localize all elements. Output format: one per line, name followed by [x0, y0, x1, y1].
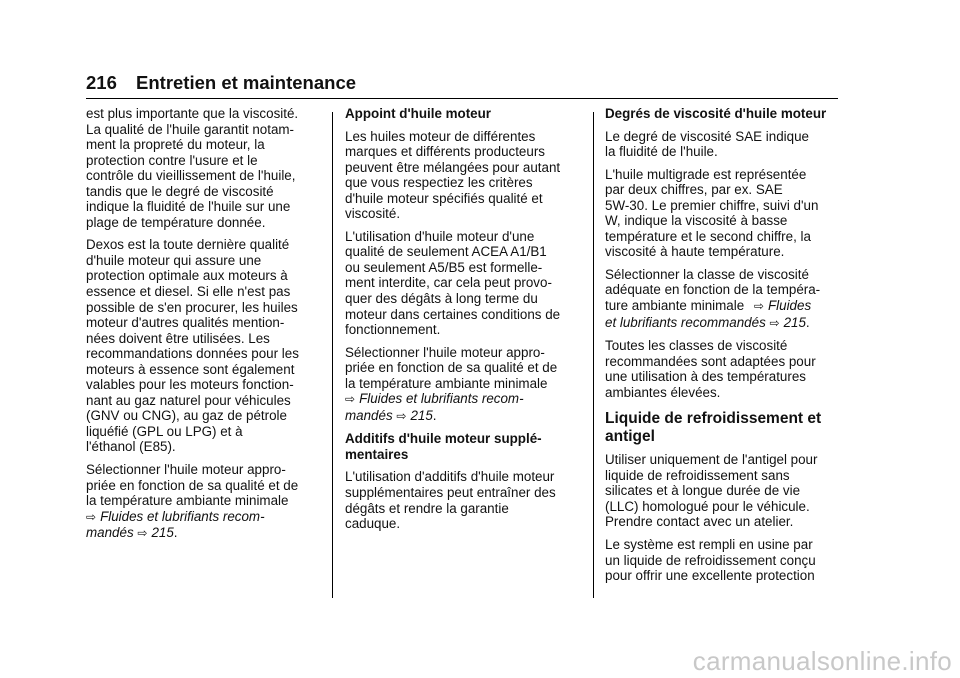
text-line: protection contre l'usure et le: [86, 152, 258, 168]
period: .: [173, 525, 178, 541]
paragraph: [86, 106, 324, 230]
text-line: L'huile multigrade est représentée: [605, 166, 807, 182]
text-line: ou seulement A5/B5 est formelle-: [345, 259, 543, 275]
text-line: température et le second chiffre, la: [605, 228, 811, 244]
text-line: Utiliser uniquement de l'antigel pour: [605, 452, 818, 468]
text-line: silicates et à longue durée de vie: [605, 483, 801, 499]
text-line: moteurs à essence sont également: [86, 361, 295, 377]
text-line: recommandées sont adaptées pour: [605, 353, 816, 369]
cross-reference-arrow-icon: ⇨: [396, 408, 407, 423]
page-title: Entretien et maintenance: [136, 72, 357, 93]
text-line: L'utilisation d'huile moteur d'une: [345, 228, 535, 244]
paragraph: [605, 129, 841, 160]
column-2: [345, 106, 580, 539]
text-line: Liquide de refroidissement et: [605, 410, 822, 428]
cross-reference-arrow-icon: ⇨: [345, 392, 356, 407]
cross-reference-arrow-icon: ⇨: [753, 299, 764, 314]
text-line: Toutes les classes de viscosité: [605, 338, 788, 354]
period: .: [805, 314, 810, 330]
text-line: antigel: [605, 428, 655, 446]
text-line: La qualité de l'huile garantit notam-: [86, 121, 295, 137]
text-line: nant au gaz naturel pour véhicules: [86, 392, 291, 408]
page-reference[interactable]: 215: [410, 407, 433, 423]
text-line: W, indique la viscosité à basse: [605, 213, 788, 229]
text-line: possible de s'en procurer, les huiles: [86, 299, 298, 315]
text-line: recommandations données pour les: [86, 346, 299, 362]
text-line: plage de température donnée.: [86, 214, 266, 230]
text-line: ment interdite, car cela peut provo-: [345, 275, 552, 291]
paragraph: [605, 167, 841, 260]
text-line: Les huiles moteur de différentes: [345, 128, 536, 144]
text-line: caduque.: [345, 516, 401, 532]
text-line: Le système est rempli en usine par: [605, 537, 813, 553]
text-line: Additifs d'huile moteur supplé-: [345, 431, 542, 447]
text-line: un liquide de refroidissement conçu: [605, 552, 816, 568]
cross-reference-link[interactable]: Fluides et lubrifiants recom-: [100, 508, 265, 524]
text-line: Prendre contact avec un atelier.: [605, 514, 794, 530]
subheading-oil-additives: [345, 431, 580, 462]
text-line: une utilisation à des températures: [605, 369, 806, 385]
column-3: [605, 106, 841, 591]
cross-reference-link[interactable]: et lubrifiants recommandés: [605, 314, 766, 330]
text-line: nées doivent être utilisées. Les: [86, 330, 270, 346]
paragraph: [605, 267, 841, 331]
paragraph: [345, 129, 580, 222]
text-line: quer des dégâts à long terme du: [345, 291, 538, 307]
text-line: [345, 408, 580, 425]
text-line: [86, 509, 324, 526]
subheading-oil-topup: Appoint d'huile moteur: [345, 106, 492, 121]
text-line: la température ambiante minimale: [345, 375, 548, 391]
paragraph: [605, 537, 841, 584]
text-line: marques et différents producteurs: [345, 144, 545, 160]
text-line: (GNV ou CNG), au gaz de pétrole: [86, 408, 287, 424]
column-divider: [332, 112, 333, 598]
cross-reference-link[interactable]: mandés: [86, 525, 134, 541]
text-line: essence et diesel. Si elle n'est pas: [86, 284, 291, 300]
text-line: [86, 525, 324, 542]
cross-reference-link[interactable]: Fluides et lubrifiants recom-: [359, 391, 524, 407]
paragraph: [345, 345, 580, 425]
page-reference[interactable]: 215: [151, 525, 174, 541]
cross-reference-link[interactable]: Fluides: [767, 298, 812, 314]
period: .: [432, 407, 437, 423]
text-line: Sélectionner l'huile moteur appro-: [345, 344, 545, 360]
watermark: carmanualsonline.info: [692, 646, 952, 676]
text-line: peuvent être mélangées pour autant: [345, 159, 561, 175]
text-line: valables pour les moteurs fonction-: [86, 377, 294, 393]
text-line: dégâts et rendre la garantie: [345, 500, 509, 516]
text-line: d'huile moteur spécifiés qualité et: [345, 190, 543, 206]
text-line: viscosité à haute température.: [605, 244, 785, 260]
paragraph: [86, 462, 324, 542]
text-line: la fluidité de l'huile.: [605, 144, 718, 160]
text-line: est plus importante que la viscosité.: [86, 106, 299, 121]
text-line: la température ambiante minimale: [86, 493, 289, 509]
text-line: (LLC) homologué pour le véhicule.: [605, 498, 810, 514]
page-header: [86, 72, 838, 94]
page-number: 216: [86, 72, 117, 93]
cross-reference-arrow-icon: ⇨: [137, 526, 148, 541]
text-line: supplémentaires peut entraîner des: [345, 485, 556, 501]
text-line: indique la fluidité de l'huile sur une: [86, 199, 291, 215]
cross-reference-arrow-icon: ⇨: [86, 509, 97, 524]
text-line: Le degré de viscosité SAE indique: [605, 128, 809, 144]
page-reference[interactable]: 215: [783, 314, 806, 330]
text-line: liquide de refroidissement sans: [605, 467, 790, 483]
column-1: [86, 106, 324, 549]
text-line: d'huile moteur qui assure une: [86, 252, 262, 268]
text-line: l'éthanol (E85).: [86, 439, 176, 455]
paragraph: [86, 237, 324, 455]
text-line: pour offrir une excellente protection: [605, 568, 815, 584]
text-line: 5W-30. Le premier chiffre, suivi d'un: [605, 197, 819, 213]
cross-reference-link[interactable]: mandés: [345, 407, 393, 423]
text-line: mentaires: [345, 446, 409, 462]
section-heading-coolant: [605, 410, 841, 446]
text-line: moteur d'autres qualités mention-: [86, 315, 285, 331]
subheading-viscosity-grades: Degrés de viscosité d'huile moteur: [605, 106, 827, 121]
text-line: par deux chiffres, par ex. SAE: [605, 182, 783, 198]
text-line: protection optimale aux moteurs à: [86, 268, 288, 284]
column-divider: [593, 112, 594, 598]
text-line: viscosité.: [345, 206, 401, 222]
text-line: moteur dans certaines conditions de: [345, 306, 561, 322]
text-line: que vous respectiez les critères: [345, 175, 533, 191]
text-fragment: ture ambiante minimale: [605, 298, 745, 314]
text-line: Dexos est la toute dernière qualité: [86, 237, 290, 253]
text-line: adéquate en fonction de la tempéra-: [605, 282, 821, 298]
text-line: priée en fonction de sa qualité et de: [86, 477, 299, 493]
text-line: [605, 315, 841, 332]
text-line: [345, 391, 580, 408]
paragraph: [605, 338, 841, 400]
paragraph: [605, 452, 841, 530]
text-line: ment la propreté du moteur, la: [86, 137, 265, 153]
text-line: priée en fonction de sa qualité et de: [345, 360, 558, 376]
text-line: [605, 298, 841, 315]
cross-reference-arrow-icon: ⇨: [769, 315, 780, 330]
text-line: liquéfié (GPL ou LPG) et à: [86, 423, 243, 439]
text-line: fonctionnement.: [345, 322, 441, 338]
header-rule: [86, 98, 838, 99]
text-line: tandis que le degré de viscosité: [86, 183, 274, 199]
text-line: Sélectionner la classe de viscosité: [605, 266, 809, 282]
text-line: ambiantes élevées.: [605, 384, 721, 400]
text-line: qualité de seulement ACEA A1/B1: [345, 244, 547, 260]
text-line: L'utilisation d'additifs d'huile moteur: [345, 469, 555, 485]
paragraph: [345, 229, 580, 338]
text-line: contrôle du vieillissement de l'huile,: [86, 168, 296, 184]
text-line: Sélectionner l'huile moteur appro-: [86, 462, 286, 478]
paragraph: [345, 469, 580, 531]
